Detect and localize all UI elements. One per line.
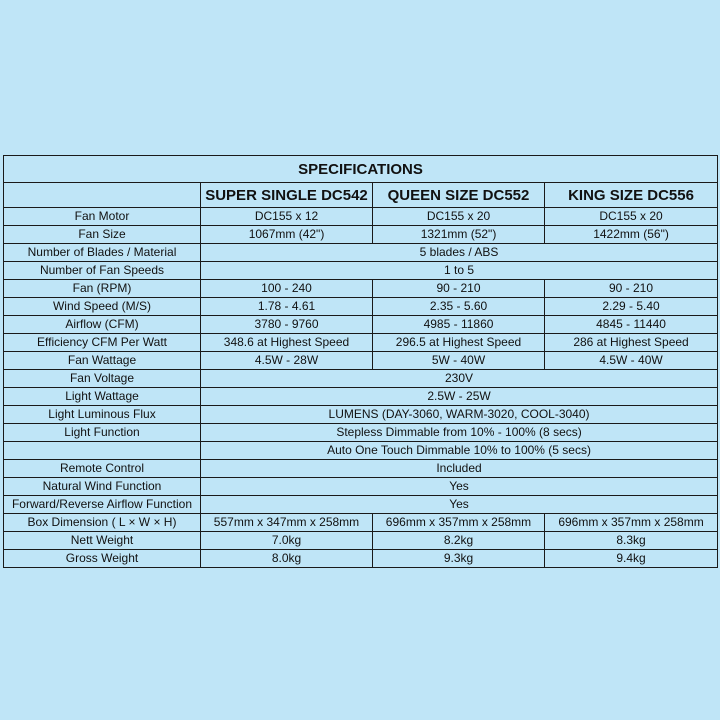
row-value-all-models: LUMENS (DAY-3060, WARM-3020, COOL-3040) <box>201 406 718 424</box>
table-row <box>4 334 718 352</box>
row-label: Fan Wattage <box>4 352 201 370</box>
row-label: Fan Motor <box>4 208 201 226</box>
specifications-table <box>3 155 718 568</box>
table-row <box>4 460 718 478</box>
row-value-model-2: 9.3kg <box>373 550 545 568</box>
row-label: Remote Control <box>4 460 201 478</box>
table-row <box>4 226 718 244</box>
row-value-model-3: 1422mm (56") <box>545 226 718 244</box>
row-value-model-2: 90 - 210 <box>373 280 545 298</box>
row-value-model-2: 696mm x 357mm x 258mm <box>373 514 545 532</box>
table-row <box>4 478 718 496</box>
table-row <box>4 352 718 370</box>
row-value-all-models: Yes <box>201 478 718 496</box>
header-row <box>4 183 718 208</box>
table-row <box>4 406 718 424</box>
row-label: Fan (RPM) <box>4 280 201 298</box>
row-value-model-2: 4985 - 11860 <box>373 316 545 334</box>
row-label: Forward/Reverse Airflow Function <box>4 496 201 514</box>
table-row <box>4 244 718 262</box>
table-row <box>4 514 718 532</box>
row-value-model-3: 4845 - 11440 <box>545 316 718 334</box>
row-value-all-models: 2.5W - 25W <box>201 388 718 406</box>
row-value-model-1: 1.78 - 4.61 <box>201 298 373 316</box>
table-row <box>4 496 718 514</box>
row-label: Number of Blades / Material <box>4 244 201 262</box>
row-value-model-1: 100 - 240 <box>201 280 373 298</box>
row-value-model-3: 9.4kg <box>545 550 718 568</box>
table-row <box>4 388 718 406</box>
row-value-model-3: 286 at Highest Speed <box>545 334 718 352</box>
row-label <box>4 442 201 460</box>
header-empty-cell <box>4 183 201 208</box>
title-row <box>4 156 718 183</box>
table-row <box>4 298 718 316</box>
row-value-model-1: 1067mm (42") <box>201 226 373 244</box>
table-row <box>4 208 718 226</box>
row-label: Wind Speed (M/S) <box>4 298 201 316</box>
row-value-model-2: 1321mm (52") <box>373 226 545 244</box>
row-label: Light Wattage <box>4 388 201 406</box>
row-label: Fan Voltage <box>4 370 201 388</box>
header-king-size: KING SIZE DC556 <box>545 183 718 208</box>
row-label: Efficiency CFM Per Watt <box>4 334 201 352</box>
table-row <box>4 262 718 280</box>
table-title: SPECIFICATIONS <box>4 156 718 183</box>
row-label: Number of Fan Speeds <box>4 262 201 280</box>
header-super-single: SUPER SINGLE DC542 <box>201 183 373 208</box>
row-value-model-1: 557mm x 347mm x 258mm <box>201 514 373 532</box>
row-value-model-1: DC155 x 12 <box>201 208 373 226</box>
spec-body <box>4 208 718 568</box>
table-row <box>4 532 718 550</box>
row-value-model-1: 7.0kg <box>201 532 373 550</box>
row-value-model-3: 2.29 - 5.40 <box>545 298 718 316</box>
table-row <box>4 280 718 298</box>
row-label: Fan Size <box>4 226 201 244</box>
row-label: Gross Weight <box>4 550 201 568</box>
table-row <box>4 442 718 460</box>
row-value-model-2: 8.2kg <box>373 532 545 550</box>
row-value-model-1: 3780 - 9760 <box>201 316 373 334</box>
row-value-model-2: 2.35 - 5.60 <box>373 298 545 316</box>
row-value-all-models: 1 to 5 <box>201 262 718 280</box>
table-row <box>4 550 718 568</box>
row-value-model-1: 4.5W - 28W <box>201 352 373 370</box>
table-row <box>4 424 718 442</box>
row-value-model-3: 4.5W - 40W <box>545 352 718 370</box>
row-value-all-models: 5 blades / ABS <box>201 244 718 262</box>
row-value-model-3: DC155 x 20 <box>545 208 718 226</box>
row-value-all-models: Auto One Touch Dimmable 10% to 100% (5 secs) <box>201 442 718 460</box>
row-value-all-models: 230V <box>201 370 718 388</box>
table-row <box>4 370 718 388</box>
table-row <box>4 316 718 334</box>
row-value-all-models: Yes <box>201 496 718 514</box>
row-label: Light Function <box>4 424 201 442</box>
row-label: Box Dimension ( L × W × H) <box>4 514 201 532</box>
row-value-model-1: 348.6 at Highest Speed <box>201 334 373 352</box>
row-value-model-1: 8.0kg <box>201 550 373 568</box>
row-label: Airflow (CFM) <box>4 316 201 334</box>
row-value-model-3: 696mm x 357mm x 258mm <box>545 514 718 532</box>
row-value-model-3: 8.3kg <box>545 532 718 550</box>
row-label: Nett Weight <box>4 532 201 550</box>
row-value-model-2: 296.5 at Highest Speed <box>373 334 545 352</box>
row-value-all-models: Stepless Dimmable from 10% - 100% (8 secs) <box>201 424 718 442</box>
header-queen-size: QUEEN SIZE DC552 <box>373 183 545 208</box>
row-label: Light Luminous Flux <box>4 406 201 424</box>
row-value-all-models: Included <box>201 460 718 478</box>
row-value-model-2: DC155 x 20 <box>373 208 545 226</box>
row-label: Natural Wind Function <box>4 478 201 496</box>
row-value-model-3: 90 - 210 <box>545 280 718 298</box>
row-value-model-2: 5W - 40W <box>373 352 545 370</box>
